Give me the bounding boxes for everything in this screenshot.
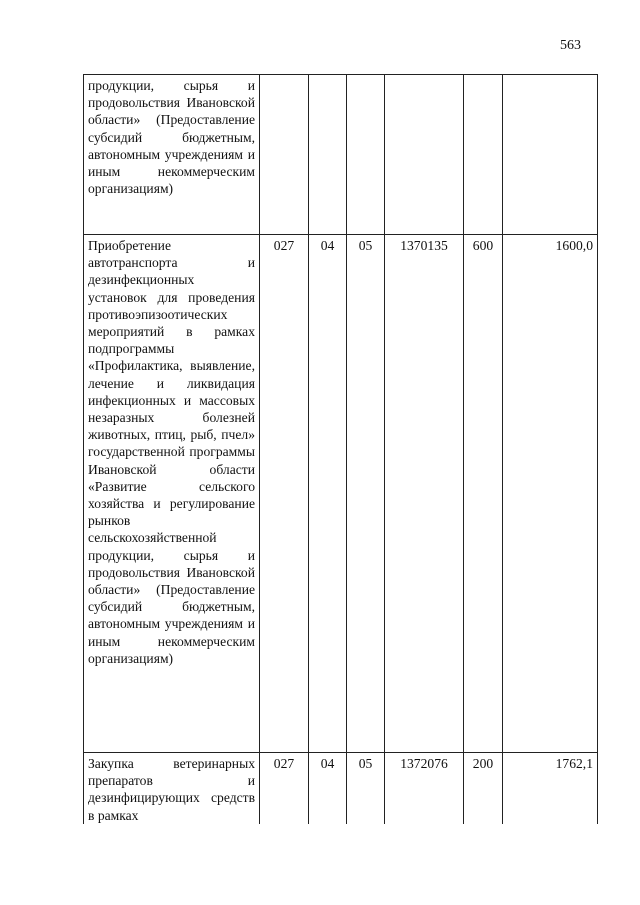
grbs-cell bbox=[260, 75, 309, 235]
grbs-cell: 027 bbox=[260, 753, 309, 824]
subsection-cell: 05 bbox=[347, 753, 385, 824]
table-row bbox=[84, 753, 598, 824]
budget-table bbox=[83, 74, 598, 824]
grbs-cell: 027 bbox=[260, 235, 309, 753]
section-cell: 04 bbox=[309, 235, 347, 753]
table-row bbox=[84, 75, 598, 235]
section-cell bbox=[309, 75, 347, 235]
page-number: 563 bbox=[560, 38, 581, 53]
row-name-cell: продукции, сырья и продовольствия Ивановской области» (Предоставление субсидий бюджетным, автономным учреждениям и иным некоммерческим организациям) bbox=[84, 75, 260, 235]
row-name-cell: Приобретение автотранспорта и дезинфекционных установок для проведения противоэпизоотических мероприятий в рамках подпрограммы «Профилактика, выявление, лечение и ликвидация инфекционных и массовых незаразных болезней животных, птиц, рыб, пчел» государственной программы Ивановской области «Развитие сельского хозяйства и регулирование рынков сельскохозяйственной продукции, сырья и продовольствия Ивановской области» (Предоставление субсидий бюджетным, автономным учреждениям и иным некоммерческим организациям) bbox=[84, 235, 260, 753]
expense-type-cell bbox=[464, 75, 503, 235]
table-row bbox=[84, 235, 598, 753]
section-cell: 04 bbox=[309, 753, 347, 824]
expense-type-cell: 600 bbox=[464, 235, 503, 753]
amount-cell: 1600,0 bbox=[503, 235, 598, 753]
expense-type-cell: 200 bbox=[464, 753, 503, 824]
target-article-cell: 1370135 bbox=[385, 235, 464, 753]
subsection-cell bbox=[347, 75, 385, 235]
row-name-cell: Закупка ветеринарных препаратов и дезинфицирующих средств в рамках bbox=[84, 753, 260, 824]
target-article-cell bbox=[385, 75, 464, 235]
amount-cell: 1762,1 bbox=[503, 753, 598, 824]
target-article-cell: 1372076 bbox=[385, 753, 464, 824]
subsection-cell: 05 bbox=[347, 235, 385, 753]
amount-cell bbox=[503, 75, 598, 235]
